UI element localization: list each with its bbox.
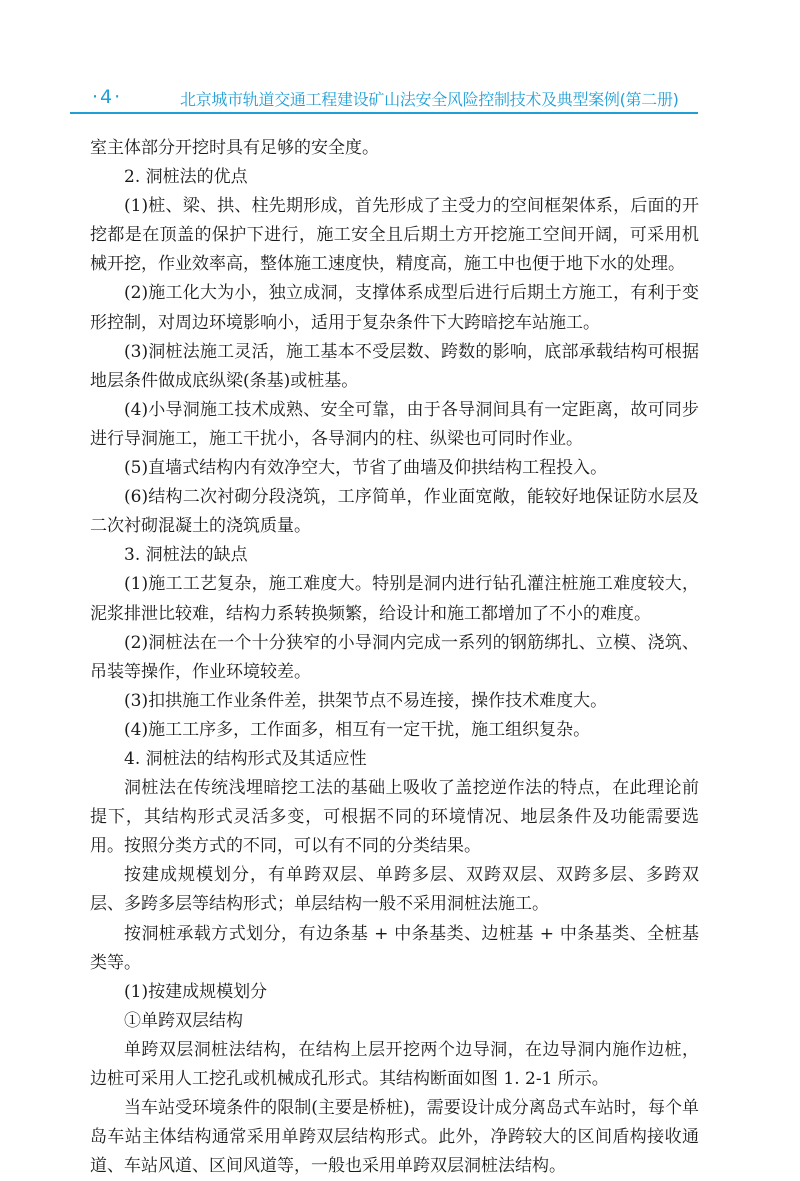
paragraph: (6)结构二次衬砌分段浇筑，工序简单，作业面宽敞，能较好地保证防水层及二次衬砌混凝土的浇筑质量。: [90, 487, 699, 537]
section-heading-disadvantages: 3. 洞桩法的缺点: [124, 545, 248, 566]
paragraph: (3)扣拱施工作业条件差，拱架节点不易连接，操作技术难度大。: [124, 690, 608, 711]
paragraph: 当车站受环境条件的限制(主要是桥桩)，需要设计成分离岛式车站时，每个单岛车站主体结构通常采用单跨双层结构形式。此外，净跨较大的区间盾构接收通道、车站风道、区间风道等，一般也采用单跨双层洞桩法结构。: [90, 1098, 699, 1177]
running-title: 北京城市轨道交通工程建设矿山法安全风险控制技术及典型案例(第二册): [180, 90, 679, 109]
paragraph: (3)洞桩法施工灵活，施工基本不受层数、跨数的影响，底部承载结构可根据地层条件做成底纵梁(条基)或桩基。: [90, 341, 699, 391]
paragraph: (4)施工工序多，工作面多，相互有一定干扰，施工组织复杂。: [124, 719, 591, 740]
paragraph: (5)直墙式结构内有效净空大，节省了曲墙及仰拱结构工程投入。: [124, 458, 608, 479]
paragraph: 单跨双层洞桩法结构，在结构上层开挖两个边导洞，在边导洞内施作边桩，边桩可采用人工挖孔或机械成孔形式。其结构断面如图 1. 2-1 所示。: [90, 1039, 699, 1089]
page-body: [90, 134, 699, 1181]
paragraph: 洞桩法在传统浅埋暗挖工法的基础上吸收了盖挖逆作法的特点，在此理论前提下，其结构形式灵活多变，可根据不同的环境情况、地层条件及功能需要选用。按照分类方式的不同，可以有不同的分类结果。: [90, 778, 699, 857]
page-number: ·4·: [92, 86, 123, 108]
page-header: [70, 84, 698, 114]
subheading-single-span: ①单跨双层结构: [124, 1010, 243, 1031]
paragraph: 按建成规模划分，有单跨双层、单跨多层、双跨双层、双跨多层、多跨双层、多跨多层等结构形式；单层结构一般不采用洞桩法施工。: [90, 865, 699, 915]
paragraph: (2)施工化大为小，独立成洞，支撑体系成型后进行后期土方施工，有利于变形控制，对周边环境影响小，适用于复杂条件下大跨暗挖车站施工。: [90, 283, 699, 333]
paragraph: (2)洞桩法在一个十分狭窄的小导洞内完成一系列的钢筋绑扎、立模、浇筑、吊装等操作，作业环境较差。: [90, 632, 699, 682]
section-heading-advantages: 2. 洞桩法的优点: [124, 167, 248, 188]
paragraph: (4)小导洞施工技术成熟、安全可靠，由于各导洞间具有一定距离，故可同步进行导洞施工，施工干扰小，各导洞内的柱、纵梁也可同时作业。: [90, 399, 699, 449]
paragraph-continuation: 室主体部分开挖时具有足够的安全度。: [90, 138, 379, 158]
subheading-by-scale: (1)按建成规模划分: [124, 981, 268, 1002]
section-heading-structure-forms: 4. 洞桩法的结构形式及其适应性: [124, 748, 367, 769]
paragraph: (1)桩、梁、拱、柱先期形成，首先形成了主受力的空间框架体系，后面的开挖都是在顶盖的保护下进行，施工安全且后期土方开挖施工空间开阔，可采用机械开挖，作业效率高，整体施工速度快，精度高，施工中也便于地下水的处理。: [90, 196, 699, 275]
paragraph: (1)施工工艺复杂，施工难度大。特别是洞内进行钻孔灌注桩施工难度较大，泥浆排泄比较难，结构力系转换频繁，给设计和施工都增加了不小的难度。: [90, 574, 699, 624]
header-rule: [70, 112, 698, 114]
paragraph: 按洞桩承载方式划分，有边条基 + 中条基类、边桩基 + 中条基类、全桩基类等。: [90, 923, 699, 973]
